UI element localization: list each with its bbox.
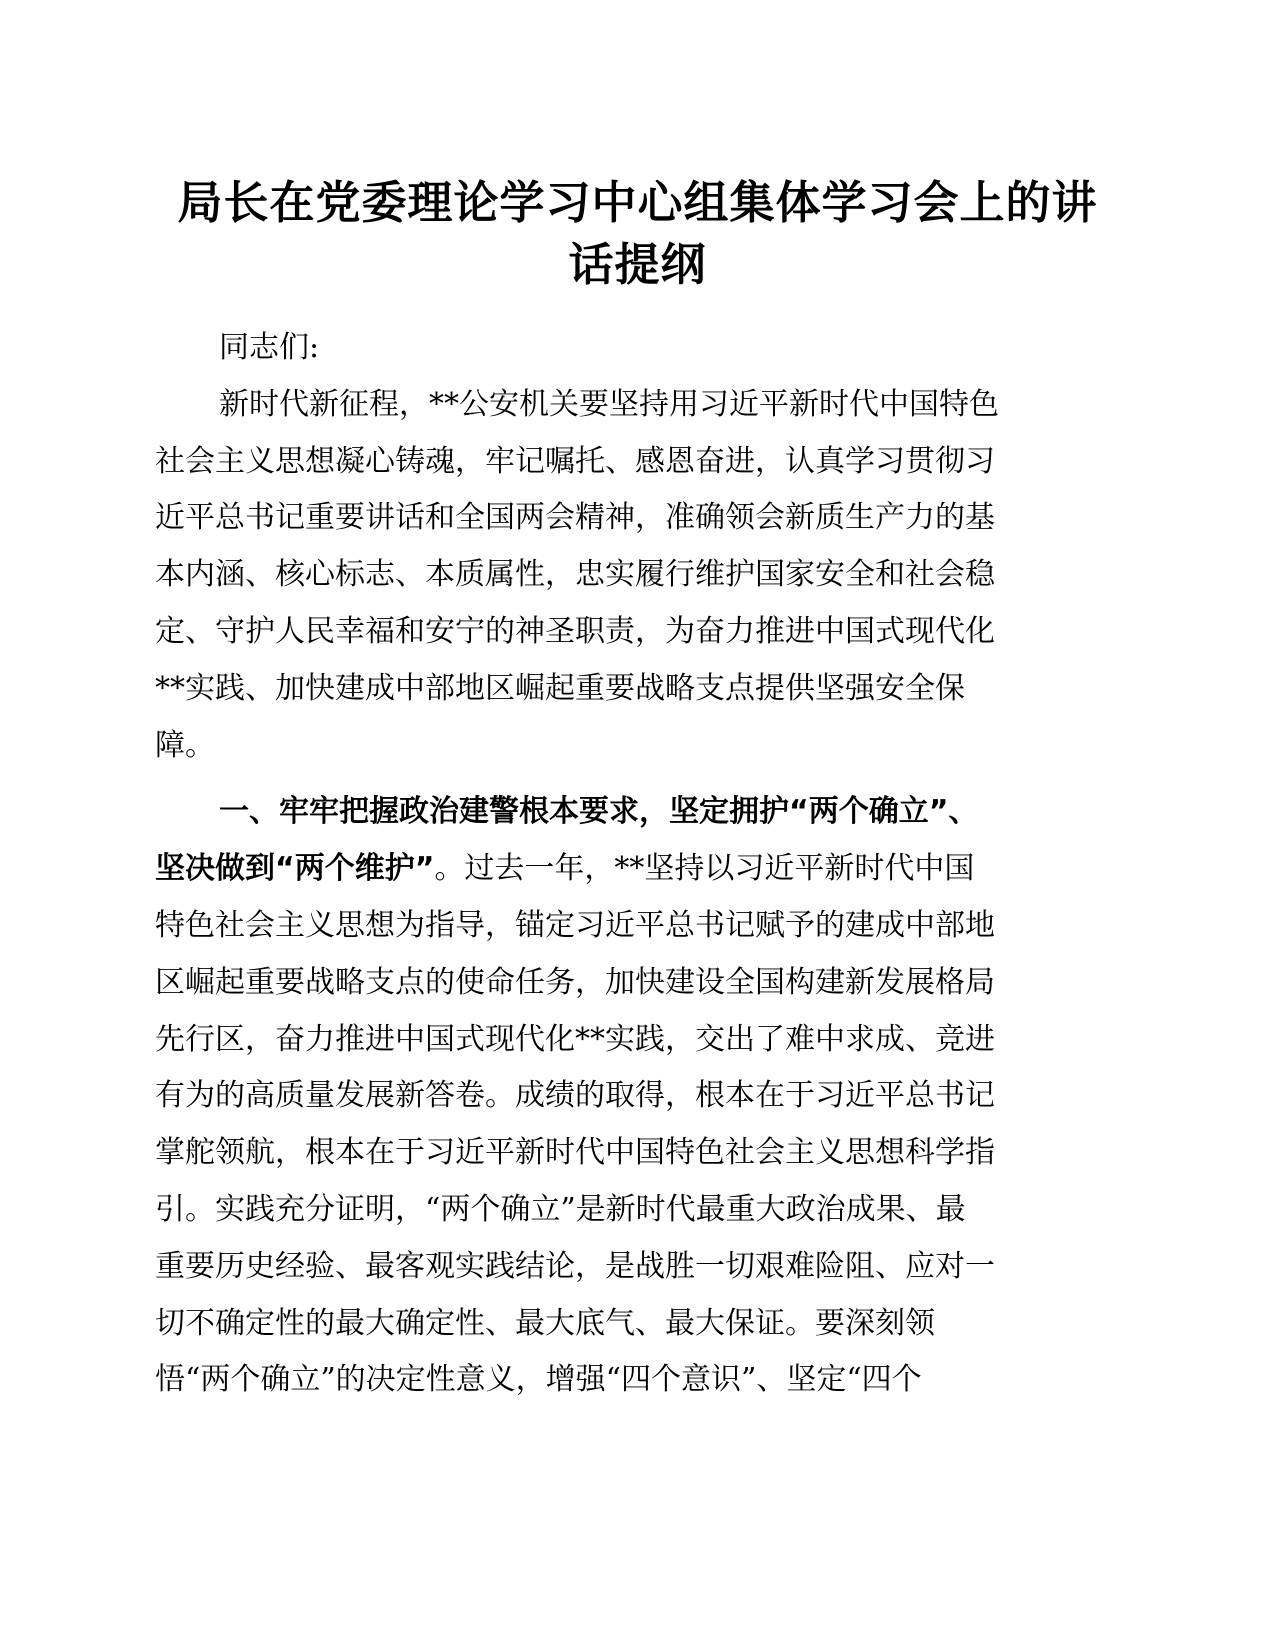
section-body-line: 悟“两个确立”的决定性意义，增强“四个意识”、坚定“四个 bbox=[155, 1362, 922, 1398]
section-heading-line-2 bbox=[155, 841, 1090, 898]
section-body-line: 引。实践充分证明，“两个确立”是新时代最重大政治成果、最 bbox=[155, 1191, 966, 1227]
section-heading-bold: 坚决做到“两个维护” bbox=[155, 851, 435, 887]
paragraph-line: 新时代新征程，**公安机关要坚持用习近平新时代中国特色 bbox=[219, 386, 999, 422]
title-line-2: 话提纲 bbox=[568, 238, 707, 291]
paragraph-line: 社会主义思想凝心铸魂，牢记嘱托、感恩奋进，认真学习贯彻习 bbox=[155, 443, 995, 479]
section-1 bbox=[155, 784, 1090, 1409]
paragraph-line: 定、守护人民幸福和安宁的神圣职责，为奋力推进中国式现代化 bbox=[155, 613, 995, 649]
paragraph-line: 障。 bbox=[155, 727, 215, 763]
document-body bbox=[155, 320, 1090, 1409]
section-heading-continuation: 。过去一年，**坚持以习近平新时代中国 bbox=[434, 851, 975, 887]
salutation: 同志们: bbox=[219, 330, 320, 365]
paragraph-intro bbox=[155, 377, 1090, 775]
section-body-line: 掌舵领航，根本在于习近平新时代中国特色社会主义思想科学指 bbox=[155, 1135, 995, 1171]
paragraph-spacer bbox=[155, 774, 1090, 784]
paragraph-line: 近平总书记重要讲话和全国两会精神，准确领会新质生产力的基 bbox=[155, 500, 995, 536]
section-heading-line-1: 一、牢牢把握政治建警根本要求，坚定拥护“两个确立”、 bbox=[219, 794, 979, 830]
section-body-line: 切不确定性的最大确定性、最大底气、最大保证。要深刻领 bbox=[155, 1305, 935, 1341]
section-body-line: 区崛起重要战略支点的使命任务，加快建设全国构建新发展格局 bbox=[155, 964, 995, 1000]
section-body-line: 重要历史经验、最客观实践结论，是战胜一切艰难险阻、应对一 bbox=[155, 1248, 995, 1284]
paragraph-line: 本内涵、核心标志、本质属性，忠实履行维护国家安全和社会稳 bbox=[155, 557, 995, 593]
document-title bbox=[150, 172, 1125, 296]
section-body-line: 先行区，奋力推进中国式现代化**实践，交出了难中求成、竞进 bbox=[155, 1021, 995, 1057]
title-line-1: 局长在党委理论学习中心组集体学习会上的讲 bbox=[177, 176, 1098, 229]
paragraph-line: **实践、加快建成中部地区崛起重要战略支点提供坚强安全保 bbox=[155, 670, 965, 706]
section-body-line: 有为的高质量发展新答卷。成绩的取得，根本在于习近平总书记 bbox=[155, 1078, 995, 1114]
section-body-line: 特色社会主义思想为指导，锚定习近平总书记赋予的建成中部地 bbox=[155, 907, 995, 943]
